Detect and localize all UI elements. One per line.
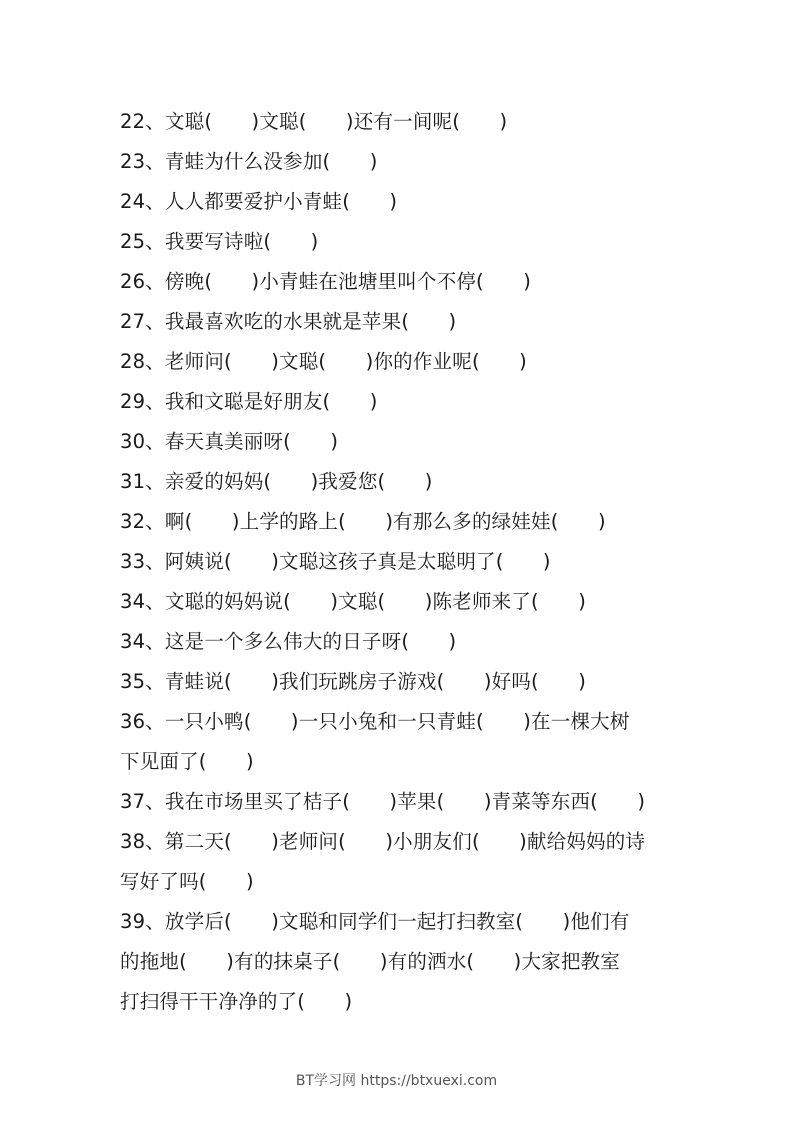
exercise-line-39-cont-1: 的拖地( )有的抹桌子( )有的洒水( )大家把教室 [120, 950, 620, 973]
exercise-line-39-cont-2: 打扫得干干净净的了( ) [120, 990, 353, 1013]
exercise-line-36-cont: 下见面了( ) [120, 750, 254, 773]
exercise-line-33: 33、阿姨说( )文聪这孩子真是太聪明了( ) [120, 550, 551, 573]
exercise-line-28: 28、老师问( )文聪( )你的作业呢( ) [120, 350, 527, 373]
exercise-line-37: 37、我在市场里买了桔子( )苹果( )青菜等东西( ) [120, 790, 646, 813]
exercise-line-30: 30、春天真美丽呀( ) [120, 430, 339, 453]
exercise-line-29: 29、我和文聪是好朋友( ) [120, 390, 378, 413]
exercise-line-38: 38、第二天( )老师问( )小朋友们( )献给妈妈的诗 [120, 830, 646, 853]
exercise-line-23: 23、青蛙为什么没参加( ) [120, 150, 378, 173]
exercise-line-35: 35、青蛙说( )我们玩跳房子游戏( )好吗( ) [120, 670, 587, 693]
exercise-line-22: 22、文聪( )文聪( )还有一间呢( ) [120, 110, 508, 133]
exercise-line-34a: 34、文聪的妈妈说( )文聪( )陈老师来了( ) [120, 590, 587, 613]
exercise-list [120, 102, 680, 1022]
exercise-line-39: 39、放学后( )文聪和同学们一起打扫教室( )他们有 [120, 910, 630, 933]
exercise-line-34b: 34、这是一个多么伟大的日子呀( ) [120, 630, 457, 653]
exercise-line-31: 31、亲爱的妈妈( )我爱您( ) [120, 470, 433, 493]
exercise-line-38-cont: 写好了吗( ) [120, 870, 254, 893]
exercise-line-27: 27、我最喜欢吃的水果就是苹果( ) [120, 310, 457, 333]
exercise-line-26: 26、傍晚( )小青蛙在池塘里叫个不停( ) [120, 270, 532, 293]
exercise-line-36: 36、一只小鸭( )一只小兔和一只青蛙( )在一棵大树 [120, 710, 630, 733]
exercise-line-25: 25、我要写诗啦( ) [120, 230, 319, 253]
footer-watermark: BT学习网 https://btxuexi.com [295, 1073, 498, 1089]
exercise-line-32: 32、啊( )上学的路上( )有那么多的绿娃娃( ) [120, 510, 606, 533]
exercise-line-24: 24、人人都要爱护小青蛙( ) [120, 190, 398, 213]
